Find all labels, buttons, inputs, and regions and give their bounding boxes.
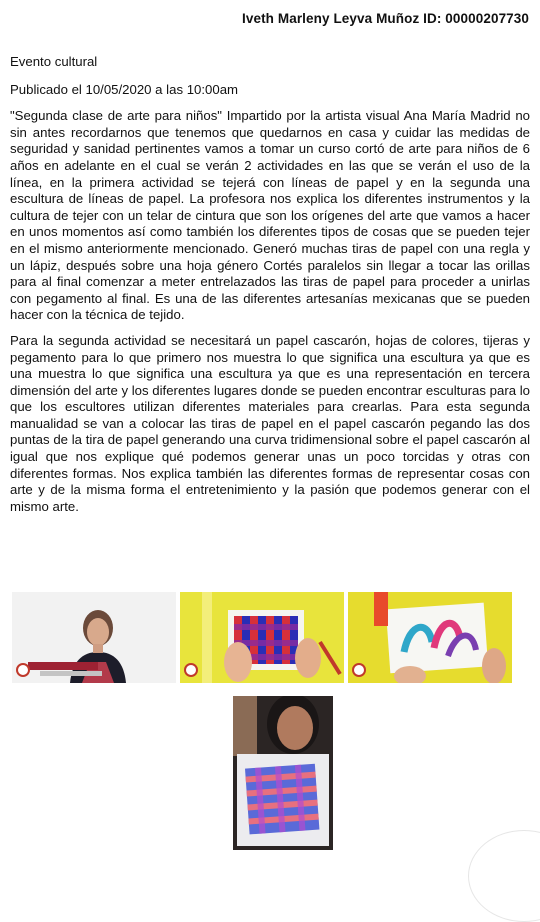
logo-badge-icon (352, 663, 366, 677)
logo-badge-icon (184, 663, 198, 677)
student-image (233, 696, 333, 850)
publish-date: Publicado el 10/05/2020 a las 10:00am (10, 81, 239, 97)
presenter-image (12, 592, 176, 683)
photo-weaving (180, 592, 344, 683)
paragraph-1: "Segunda clase de arte para niños" Impartido por la artista visual Ana María Madrid no sin antes recordarnos que tenemos que quedarnos en casa y cuidar las medidas de seguridad y sanidad pertinentes vamos a tomar un curso cortó de arte para niños de 6 años en adelante en el cual se verán 2 actividades en las que se verán el uso de la línea, en la primera actividad se tejerá con líneas de papel y en la segunda una escultura de líneas de papel. La profesora nos explica los diferentes instrumentos y la cultura de tejer con un telar de cintura que son los orígenes del arte que vamos a hacer en unos momentos así como también los diferentes tipos de cosas que se pueden tejer en el mismo anteriormente mencionado. Generó muchas tiras de papel con una regla y un lápiz, después sobre una hoja género Cortés paralelos sin llegar a tocar las orillas para al final comenzar a meter entrelazados las tiras de papel para proceder a unirlas con pegamento al final. Es una de las diferentes artesanías mexicanas que se pueden hacer con la técnica de tejido. (10, 108, 530, 323)
document-title: Evento cultural (10, 54, 98, 69)
photo-student-weaving (233, 696, 333, 850)
logo-badge-icon (16, 663, 30, 677)
photo-sculpture (348, 592, 512, 683)
photo-presenter (12, 592, 176, 683)
author-id-header: Iveth Marleny Leyva Muñoz ID: 00000207730 (242, 11, 529, 26)
weaving-image (180, 592, 344, 683)
document-body (10, 54, 530, 515)
decorative-arc (468, 830, 540, 922)
paragraph-2: Para la segunda actividad se necesitará un papel cascarón, hojas de colores, tijeras y pegamento para lo que primero nos muestra lo que significa una escultura ya que es una muestra lo que significa una escultura ya que es una representación en tercera dimensión del arte y los diferentes lugares donde se pueden encontrar esculturas para lo que los escultores utilizan diferentes materiales para crearlas. Para esta segunda manualidad se van a colocar las tiras de papel en el papel cascarón pegando las dos puntas de la tira de papel generando una curva tridimensional sobre el papel cascarón al igual que nos explique qué podemos generar unas un poco torcidas y otras con diferentes formas. Nos explica también las diferentes formas de representar cosas con arte y de la misma forma el entretenimiento y la pasión que podemos generar con el mismo arte. (10, 332, 530, 514)
sculpture-image (348, 592, 512, 683)
